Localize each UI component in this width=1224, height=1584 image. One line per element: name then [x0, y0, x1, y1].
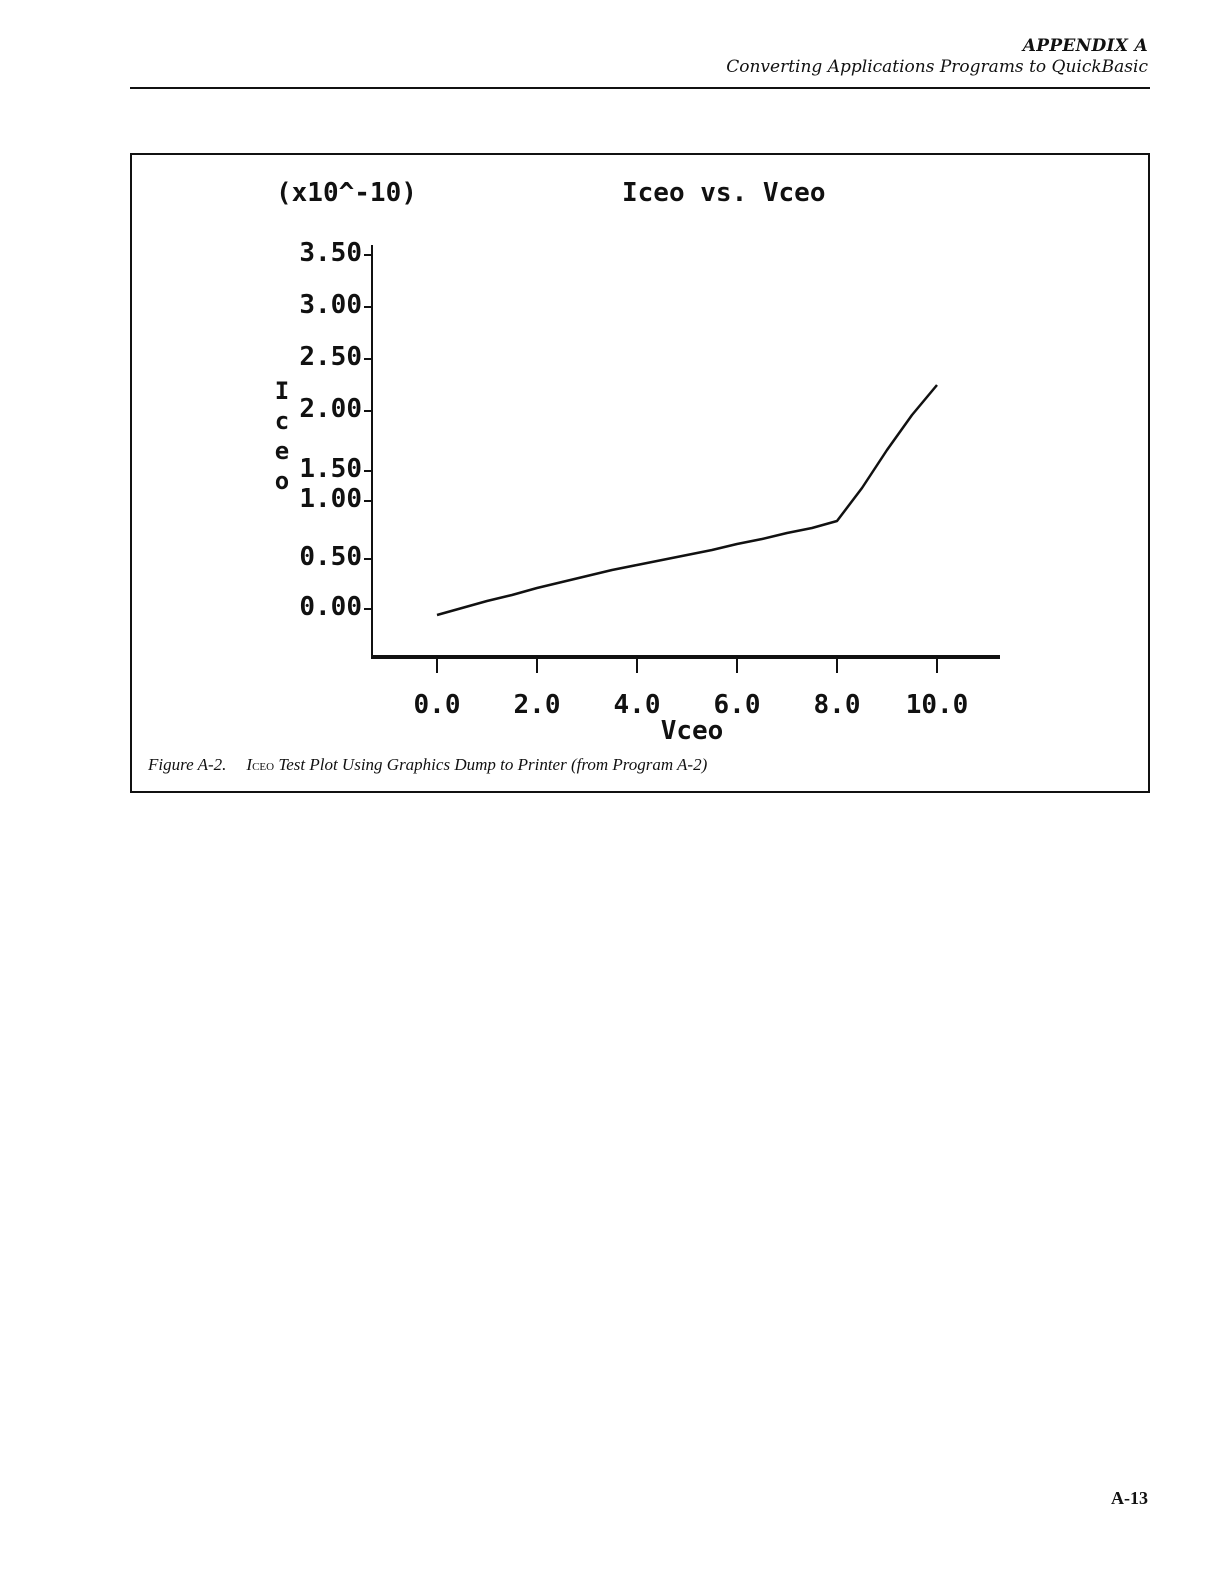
figure-caption	[148, 755, 707, 775]
x-tick-label: 0.0	[413, 690, 461, 720]
x-tick-label: 2.0	[513, 690, 561, 720]
appendix-title: APPENDIX A	[1022, 36, 1148, 56]
chart-multiplier: (x10^-10)	[276, 178, 417, 208]
series-line	[437, 385, 937, 615]
y-axis-title-char: I	[274, 377, 290, 405]
y-axis-title	[275, 377, 289, 495]
y-tick-label: 2.00	[299, 394, 362, 424]
caption-subscript: CEO	[252, 761, 275, 773]
x-tick-label: 4.0	[613, 690, 661, 720]
y-tick-label: 0.00	[299, 592, 362, 622]
x-tick-label: 6.0	[713, 690, 761, 720]
chart-title: Iceo vs. Vceo	[622, 178, 826, 208]
y-tick-label: 0.50	[299, 542, 362, 572]
caption-label: Figure A-2.	[148, 755, 227, 774]
y-axis-title-char: o	[274, 467, 290, 495]
figure-a-2	[130, 153, 1150, 793]
y-tick-label: 3.50	[299, 238, 362, 268]
page-number: A-13	[1111, 1488, 1148, 1508]
caption-text: Test Plot Using Graphics Dump to Printer (from Program A-2)	[278, 755, 708, 774]
x-tick-label: 8.0	[813, 690, 861, 720]
appendix-subtitle: Converting Applications Programs to QuickBasic	[726, 57, 1148, 77]
y-tick-label: 1.00	[299, 484, 362, 514]
x-axis-title: Vceo	[660, 716, 724, 746]
page-header	[726, 36, 1148, 78]
y-axis-title-char: e	[274, 437, 290, 465]
y-axis-title-char: c	[274, 407, 290, 435]
x-tick-label: 10.0	[905, 690, 969, 720]
header-rule	[130, 87, 1150, 89]
y-tick-label: 1.50	[299, 454, 362, 484]
y-tick-label: 3.00	[299, 290, 362, 320]
caption-symbol: I	[246, 755, 253, 774]
iceo-vs-vceo-chart	[132, 155, 1148, 755]
y-tick-label: 2.50	[299, 342, 362, 372]
